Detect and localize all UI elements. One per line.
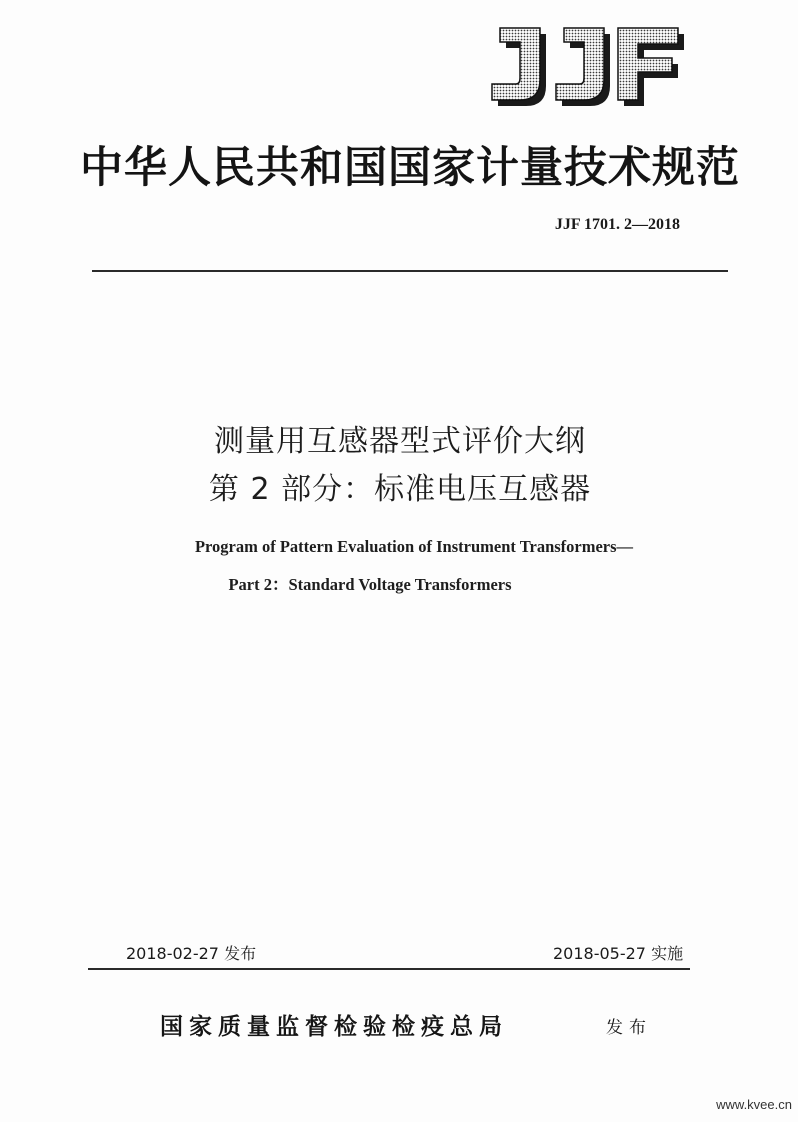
source-watermark: www.kvee.cn (716, 1097, 792, 1112)
english-title-line-2: Part 2：Standard Voltage Transformers (228, 575, 512, 594)
bottom-divider (88, 968, 690, 970)
english-title-line-1: Program of Pattern Evaluation of Instrument Transformers— (194, 537, 634, 556)
jjf-logo-graphic (478, 20, 688, 112)
standard-code: JJF 1701. 2—2018 (554, 216, 680, 233)
standard-series-title: 中华人民共和国国家计量技术规范 (80, 143, 740, 193)
top-divider (92, 270, 728, 272)
jjf-logo (478, 20, 688, 112)
chinese-title-line-1: 测量用互感器型式评价大纲 (214, 424, 586, 459)
issuing-authority: 国家质量监督检验检疫总局 (160, 1014, 508, 1040)
chinese-title-line-2: 第 2 部分：标准电压互感器 (208, 472, 592, 507)
implementation-date: 2018-05-27 实施 (553, 944, 684, 963)
issue-date: 2018-02-27 发布 (126, 944, 257, 963)
issuing-authority-suffix: 发布 (606, 1018, 652, 1038)
